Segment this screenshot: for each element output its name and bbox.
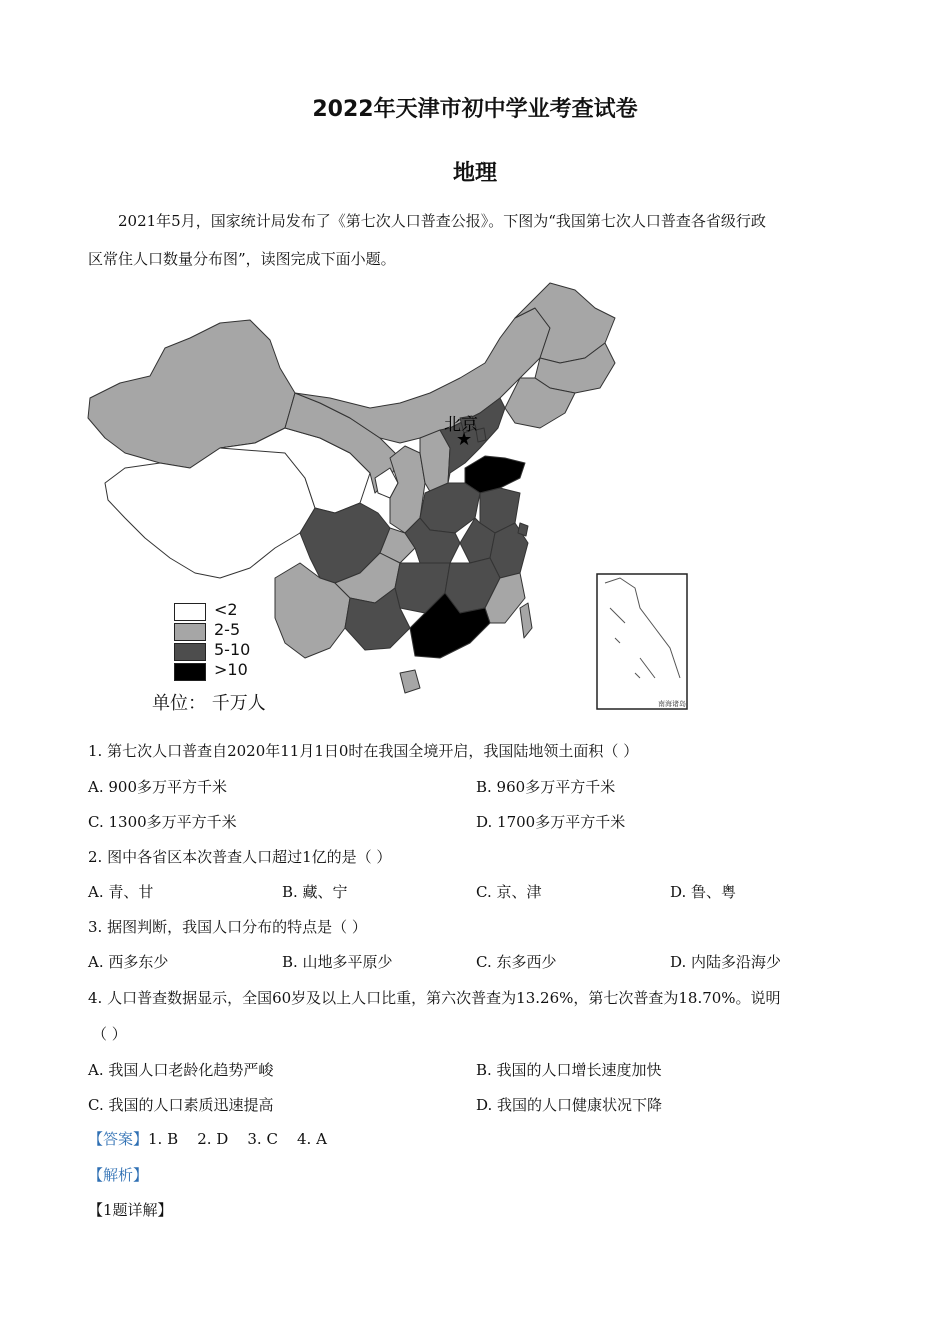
question-3-option-a: A. 西多东少 bbox=[88, 953, 169, 971]
legend-unit: 单位： 千万人 bbox=[152, 693, 266, 714]
answer-line bbox=[88, 1128, 327, 1149]
intro-line-1: 2021年5月，国家统计局发布了《第七次人口普查公报》。下图为“我国第七次人口普查各省级行政 bbox=[118, 212, 766, 230]
beijing-star-icon: ★ bbox=[456, 429, 473, 450]
intro-line-2: 区常住人口数量分布图”，读图完成下面小题。 bbox=[88, 250, 396, 268]
question-3-option-d: D. 内陆多沿海少 bbox=[670, 953, 782, 971]
beijing-label: 北京 bbox=[444, 415, 478, 435]
legend-label-5-10: 5-10 bbox=[214, 640, 251, 659]
analysis-detail-heading: 【1题详解】 bbox=[88, 1201, 173, 1219]
answer-label: 【答案】 bbox=[88, 1130, 149, 1148]
question-1-option-c: C. 1300多万平方千米 bbox=[88, 813, 237, 831]
question-4-option-b: B. 我国的人口增长速度加快 bbox=[476, 1061, 662, 1079]
question-1-option-b: B. 960多万平方千米 bbox=[476, 778, 616, 796]
region-hainan bbox=[400, 670, 420, 693]
question-4-option-d: D. 我国的人口健康状况下降 bbox=[476, 1096, 663, 1114]
population-map bbox=[80, 278, 700, 718]
question-1-option-a: A. 900多万平方千米 bbox=[88, 778, 227, 796]
legend-swatch-lt2 bbox=[174, 603, 206, 621]
region-tibet bbox=[105, 443, 315, 578]
question-2-option-c: C. 京、津 bbox=[476, 883, 542, 901]
legend-label-gt10: >10 bbox=[214, 660, 248, 679]
question-2-option-a: A. 青、甘 bbox=[88, 883, 154, 901]
legend-swatch-2-5 bbox=[174, 623, 206, 641]
south-china-sea-inset bbox=[597, 574, 687, 709]
question-3-stem: 3. 据图判断，我国人口分布的特点是（ ） bbox=[88, 918, 367, 936]
legend-swatch-gt10 bbox=[174, 663, 206, 681]
legend-swatch-5-10 bbox=[174, 643, 206, 661]
question-1-option-d: D. 1700多万平方千米 bbox=[476, 813, 626, 831]
region-shanghai bbox=[518, 523, 528, 536]
question-2-stem: 2. 图中各省区本次普查人口超过1亿的是（ ） bbox=[88, 848, 392, 866]
question-2-option-d: D. 鲁、粤 bbox=[670, 883, 737, 901]
question-4-stem: 4. 人口普查数据显示，全国60岁及以上人口比重，第六次普查为13.26%，第七次普查为18.70%。说明 bbox=[88, 989, 781, 1007]
inset-label: 南海诸岛 bbox=[658, 700, 686, 708]
question-3-option-c: C. 东多西少 bbox=[476, 953, 557, 971]
question-1-stem: 1. 第七次人口普查自2020年11月1日0时在我国全境开启，我国陆地领土面积（ ） bbox=[88, 742, 639, 760]
region-shandong bbox=[465, 456, 525, 493]
question-4-option-a: A. 我国人口老龄化趋势严峻 bbox=[88, 1061, 274, 1079]
legend-label-lt2: <2 bbox=[214, 600, 238, 619]
question-4-option-c: C. 我国的人口素质迅速提高 bbox=[88, 1096, 274, 1114]
question-3-option-b: B. 山地多平原少 bbox=[282, 953, 393, 971]
question-4-stem-cont: （ ） bbox=[92, 1025, 127, 1043]
legend-label-2-5: 2-5 bbox=[214, 620, 241, 639]
answer-text: 1. B 2. D 3. C 4. A bbox=[148, 1130, 327, 1148]
document-title: 2022年天津市初中学业考查试卷 bbox=[312, 97, 638, 122]
region-taiwan bbox=[520, 603, 532, 638]
subject-heading: 地理 bbox=[452, 161, 497, 186]
analysis-label: 【解析】 bbox=[88, 1166, 149, 1184]
question-2-option-b: B. 藏、宁 bbox=[282, 883, 348, 901]
china-map-svg bbox=[80, 278, 700, 718]
